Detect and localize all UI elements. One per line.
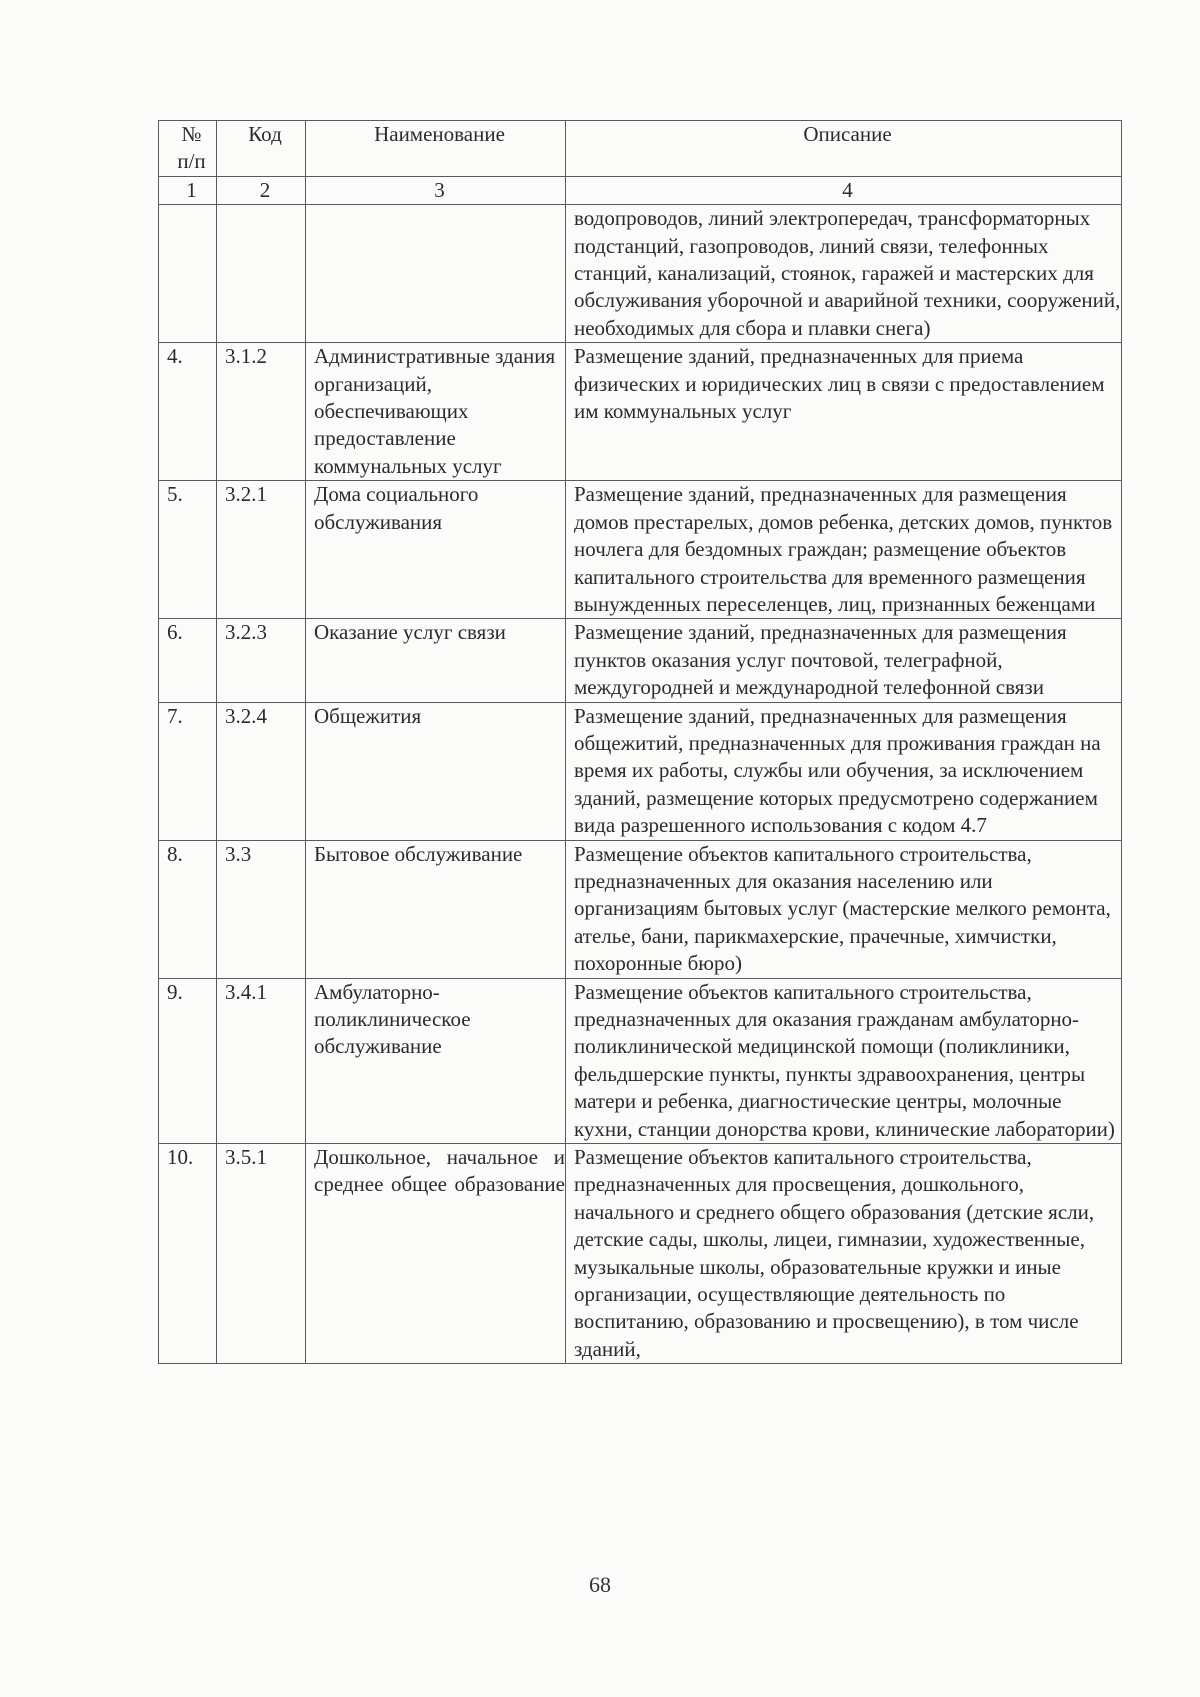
row-number: 9. (159, 978, 217, 1143)
row-code: 3.2.4 (217, 702, 306, 840)
row-name: Административные здания организаций, обеспечивающих предоставление коммунальных услуг (306, 343, 566, 481)
table-row (159, 840, 1122, 978)
table-row (159, 619, 1122, 702)
row-code: 3.2.3 (217, 619, 306, 702)
row-number: 4. (159, 343, 217, 481)
row-code: 3.5.1 (217, 1144, 306, 1364)
header-row (159, 121, 1122, 177)
column-number: 3 (306, 176, 566, 204)
page-number: 68 (589, 1572, 611, 1597)
land-use-table (158, 120, 1122, 1364)
header-code: Код (217, 121, 306, 177)
row-name: Общежития (306, 702, 566, 840)
row-description: Размещение зданий, предназначенных для размещения общежитий, предназначенных для проживания граждан на время их работы, службы или обучения, за исключением зданий, размещение которых предусмотрено содержанием вида разрешенного использования с кодом 4.7 (566, 702, 1122, 840)
table-row (159, 343, 1122, 481)
row-description: Размещение объектов капитального строительства, предназначенных для просвещения, дошкольного, начального и среднего общего образования (детские ясли, детские сады, школы, лицеи, гимназии, художественные, музыкальные школы, образовательные кружки и иные организации, осуществляющие деятельность по воспитанию, образованию и просвещению), в том числе зданий, (566, 1144, 1122, 1364)
row-name: Бытовое обслуживание (306, 840, 566, 978)
row-description: Размещение зданий, предназначенных для размещения пунктов оказания услуг почтовой, телеграфной, междугородней и международной телефонной связи (566, 619, 1122, 702)
header-description: Описание (566, 121, 1122, 177)
header-name: Наименование (306, 121, 566, 177)
row-name: Оказание услуг связи (306, 619, 566, 702)
table-row (159, 205, 1122, 343)
row-name (306, 205, 566, 343)
header-num: № п/п (159, 121, 217, 177)
row-number: 5. (159, 481, 217, 619)
row-number: 8. (159, 840, 217, 978)
table-row (159, 978, 1122, 1143)
row-name: Дома социального обслуживания (306, 481, 566, 619)
row-description: Размещение объектов капитального строительства, предназначенных для оказания населению или организациям бытовых услуг (мастерские мелкого ремонта, ателье, бани, парикмахерские, прачечные, химчистки, похоронные бюро) (566, 840, 1122, 978)
row-number: 10. (159, 1144, 217, 1364)
column-number: 1 (159, 176, 217, 204)
row-name: Дошкольное, начальное и среднее общее образование (306, 1144, 566, 1364)
column-number: 4 (566, 176, 1122, 204)
column-numbers-row (159, 176, 1122, 204)
row-description: Размещение объектов капитального строительства, предназначенных для оказания гражданам амбулаторно-поликлинической медицинской помощи (поликлиники, фельдшерские пункты, пункты здравоохранения, центры матери и ребенка, диагностические центры, молочные кухни, станции донорства крови, клинические лаборатории) (566, 978, 1122, 1143)
row-code: 3.3 (217, 840, 306, 978)
table-row (159, 702, 1122, 840)
row-description: Размещение зданий, предназначенных для приема физических и юридических лиц в связи с предоставлением им коммунальных услуг (566, 343, 1122, 481)
row-description: Размещение зданий, предназначенных для размещения домов престарелых, домов ребенка, детских домов, пунктов ночлега для бездомных граждан; размещение объектов капитального строительства для временного размещения вынужденных переселенцев, лиц, признанных беженцами (566, 481, 1122, 619)
row-code: 3.2.1 (217, 481, 306, 619)
table-row (159, 1144, 1122, 1364)
row-code (217, 205, 306, 343)
row-number: 6. (159, 619, 217, 702)
row-code: 3.1.2 (217, 343, 306, 481)
row-number: 7. (159, 702, 217, 840)
row-code: 3.4.1 (217, 978, 306, 1143)
column-number: 2 (217, 176, 306, 204)
row-name: Амбулаторно-поликлиническое обслуживание (306, 978, 566, 1143)
row-number (159, 205, 217, 343)
row-description: водопроводов, линий электропередач, трансформаторных подстанций, газопроводов, линий связи, телефонных станций, канализаций, стоянок, гаражей и мастерских для обслуживания уборочной и аварийной техники, сооружений, необходимых для сбора и плавки снега) (566, 205, 1122, 343)
table-row (159, 481, 1122, 619)
